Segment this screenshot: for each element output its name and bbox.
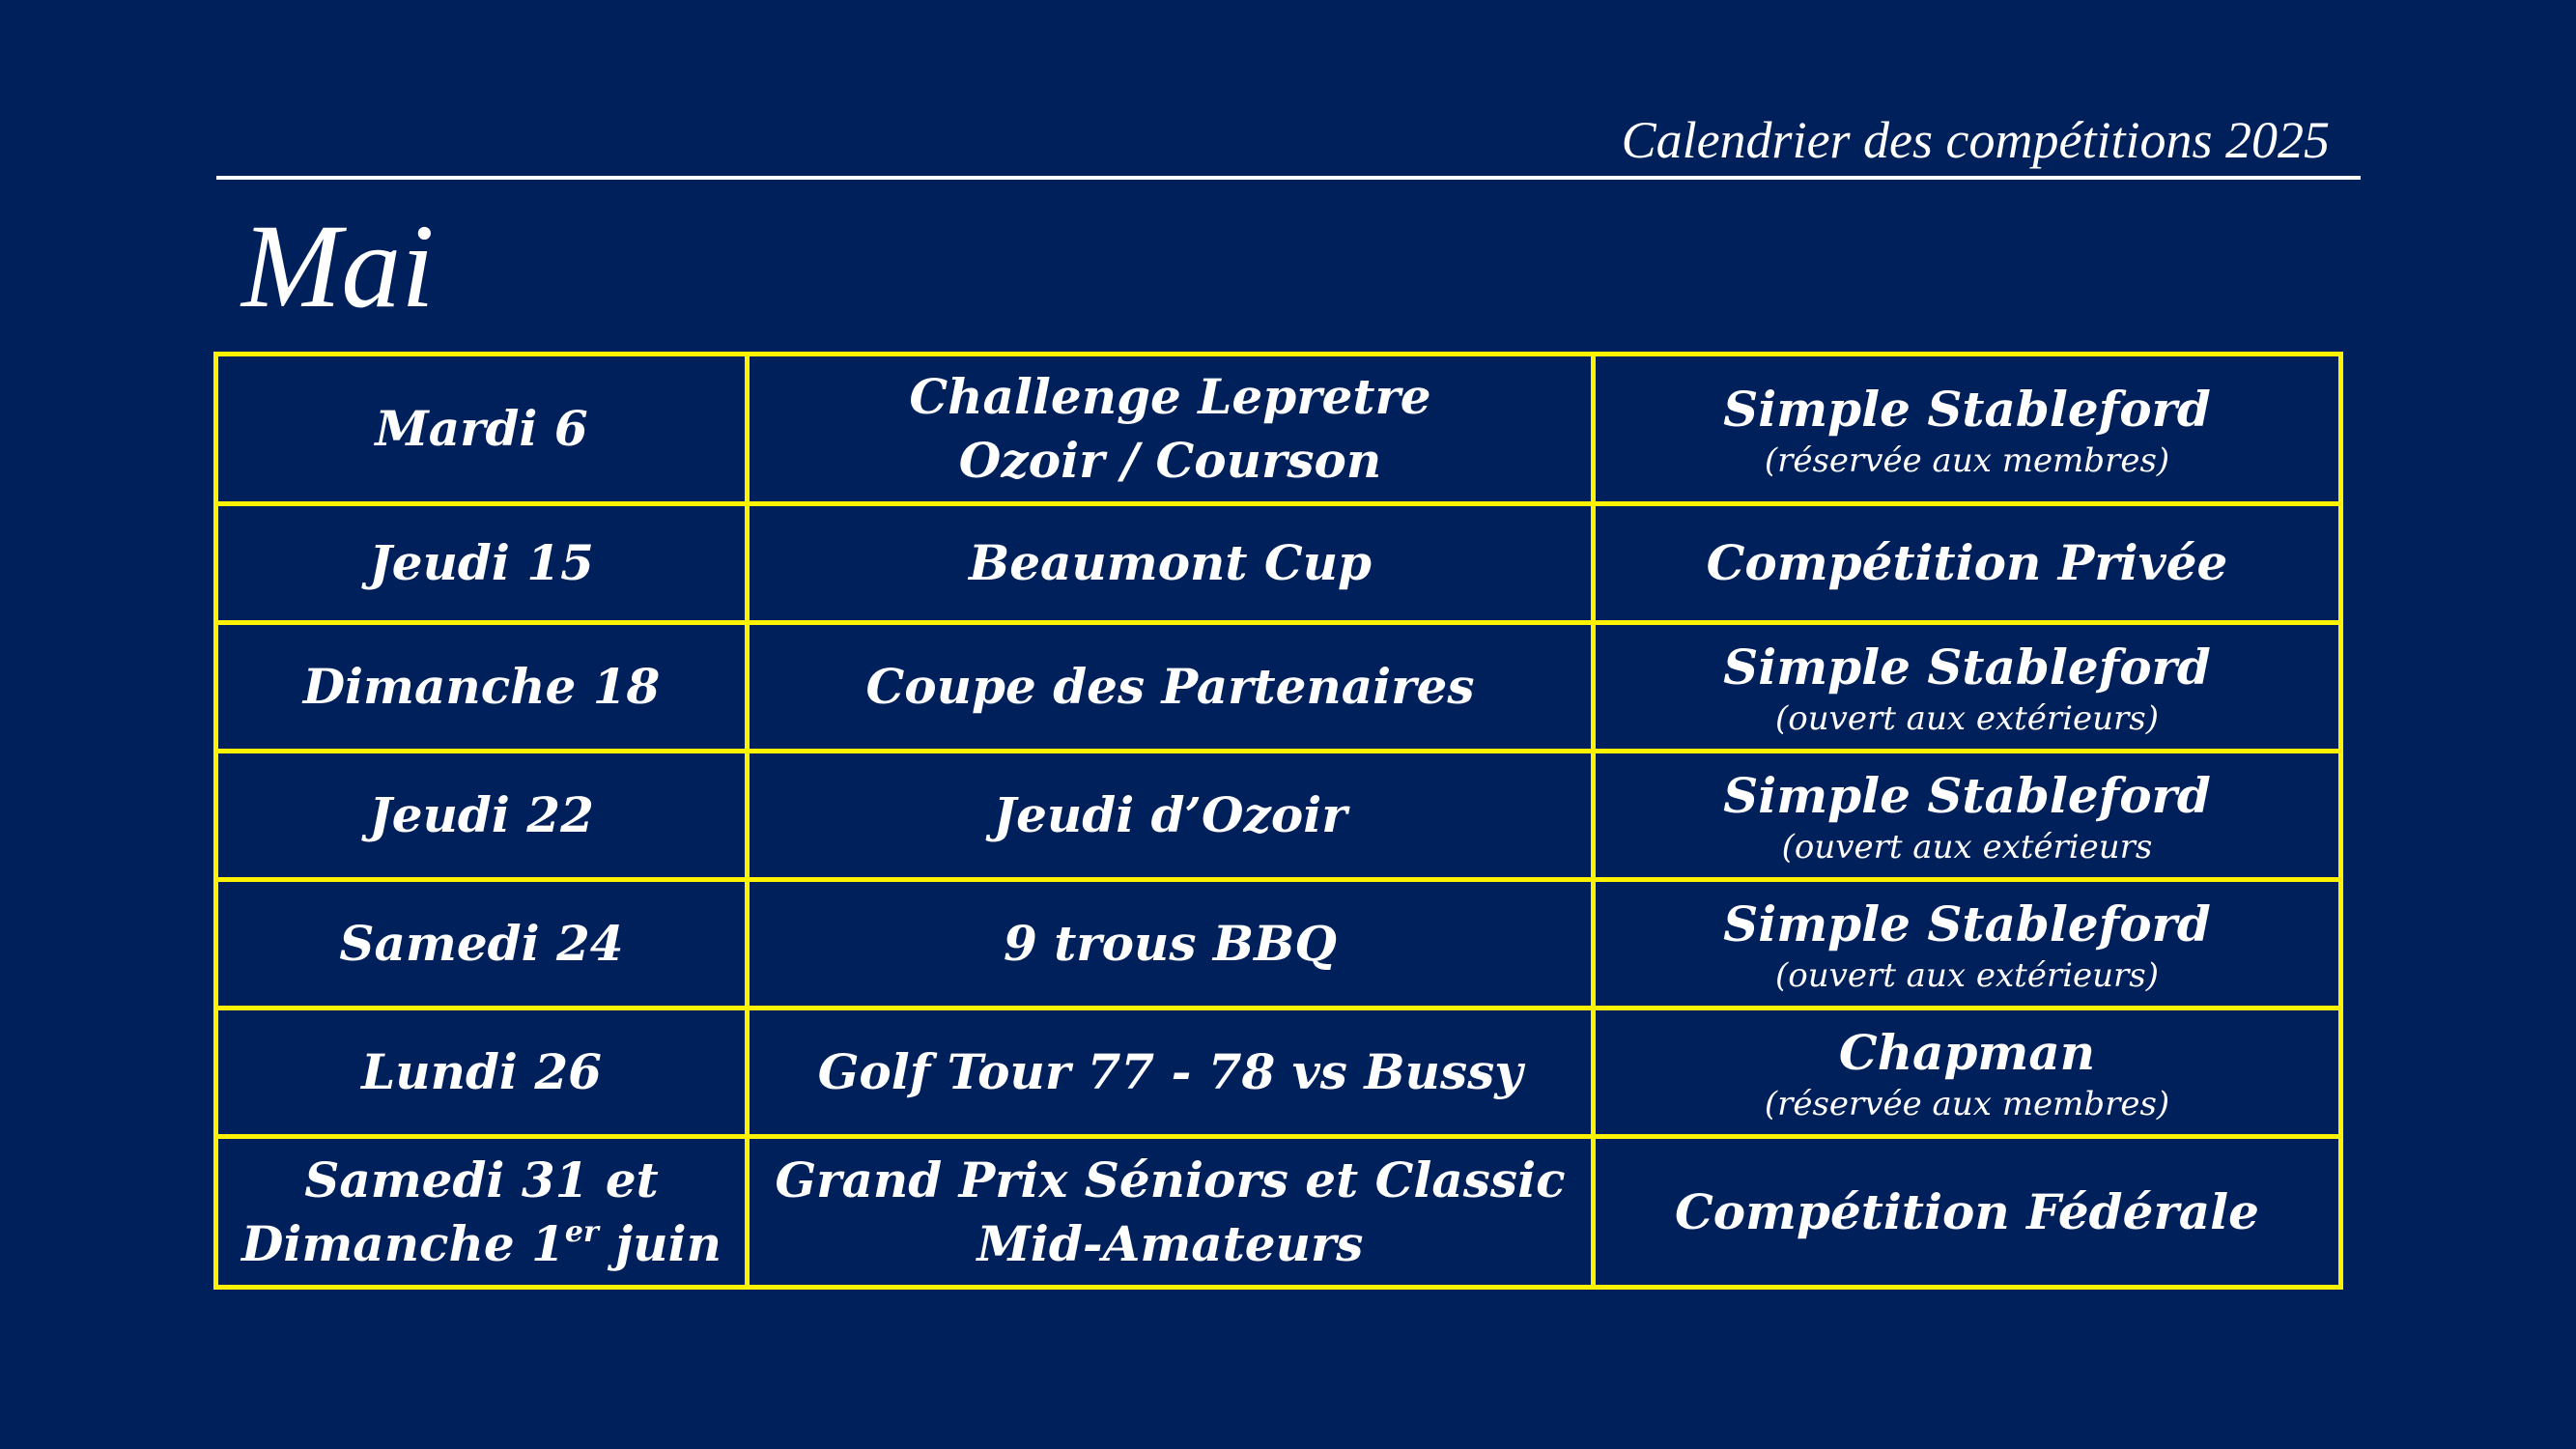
date-cell: Jeudi 22 — [216, 752, 748, 880]
date-line-prefix: Dimanche 1 — [241, 1214, 565, 1272]
table-row — [216, 355, 2341, 504]
format-note: (ouvert aux extérieurs — [1781, 828, 2153, 867]
competition-name-cell — [748, 355, 1594, 504]
competition-name-cell — [748, 1137, 1594, 1288]
format-label: Simple Stableford — [1723, 895, 2211, 952]
date-line-suffix: juin — [598, 1214, 722, 1272]
format-note: (ouvert aux extérieurs) — [1774, 699, 2160, 738]
competition-name-cell: Golf Tour 77 - 78 vs Bussy — [748, 1009, 1594, 1137]
competition-name-cell: Coupe des Partenaires — [748, 623, 1594, 752]
date-cell — [216, 1137, 748, 1288]
format-label: Chapman — [1838, 1024, 2096, 1081]
format-label: Compétition Privée — [1706, 534, 2228, 591]
competition-name-cell: 9 trous BBQ — [748, 880, 1594, 1009]
date-line — [241, 1215, 722, 1272]
format-cell — [1594, 880, 2341, 1009]
competition-name-line: Grand Prix Séniors et Classic — [775, 1151, 1566, 1208]
format-label: Simple Stableford — [1723, 381, 2211, 438]
format-label: Compétition Fédérale — [1674, 1182, 2259, 1240]
month-title: Mai — [241, 200, 435, 332]
format-note: (réservée aux membres) — [1764, 1085, 2170, 1123]
table-row — [216, 752, 2341, 880]
format-cell — [1594, 355, 2341, 504]
date-cell: Lundi 26 — [216, 1009, 748, 1137]
header-divider — [216, 176, 2361, 180]
date-cell: Mardi 6 — [216, 355, 748, 504]
table-row — [216, 880, 2341, 1009]
competition-name-cell: Jeudi d’Ozoir — [748, 752, 1594, 880]
table-row — [216, 623, 2341, 752]
format-cell — [1594, 1009, 2341, 1137]
table-row — [216, 1137, 2341, 1288]
format-note: (réservée aux membres) — [1764, 441, 2170, 480]
format-cell — [1594, 504, 2341, 623]
format-cell — [1594, 752, 2341, 880]
format-cell — [1594, 1137, 2341, 1288]
date-cell: Samedi 24 — [216, 880, 748, 1009]
competition-schedule-table — [213, 352, 2343, 1290]
competition-name-line: Mid-Amateurs — [977, 1214, 1364, 1272]
table-row — [216, 504, 2341, 623]
format-cell — [1594, 623, 2341, 752]
date-cell: Jeudi 15 — [216, 504, 748, 623]
date-line: Samedi 31 et — [304, 1151, 659, 1208]
format-note: (ouvert aux extérieurs) — [1774, 956, 2160, 995]
competition-name-cell: Beaumont Cup — [748, 504, 1594, 623]
format-label: Simple Stableford — [1723, 639, 2211, 696]
table-row — [216, 1009, 2341, 1137]
calendar-title: Calendrier des compétitions 2025 — [1621, 111, 2330, 169]
ordinal-suffix: er — [564, 1214, 599, 1249]
date-cell: Dimanche 18 — [216, 623, 748, 752]
competition-name-line: Challenge Lepretre — [909, 368, 1431, 425]
format-label: Simple Stableford — [1723, 767, 2211, 824]
competition-name-line: Ozoir / Courson — [958, 432, 1382, 489]
